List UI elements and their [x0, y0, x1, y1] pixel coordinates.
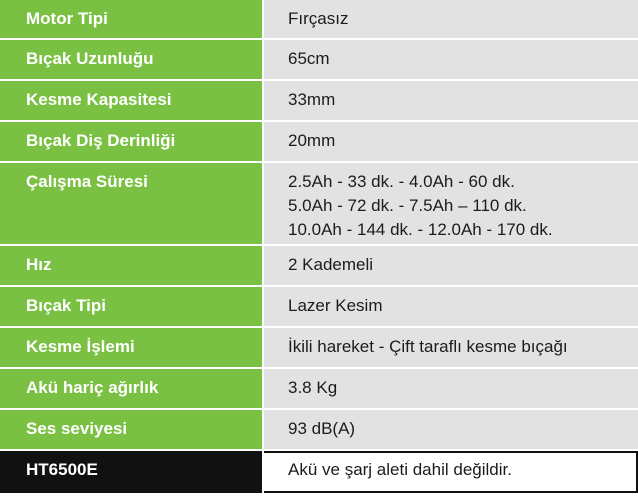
spec-label-noise-level: Ses seviyesi	[0, 410, 264, 451]
spec-label-blade-length: Bıçak Uzunluğu	[0, 40, 264, 81]
spec-label-cutting-action: Kesme İşlemi	[0, 328, 264, 369]
spec-label-tooth-depth: Bıçak Diş Derinliği	[0, 122, 264, 163]
spec-label-motor-type: Motor Tipi	[0, 0, 264, 40]
model-code: HT6500E	[0, 451, 264, 493]
spec-label-speed: Hız	[0, 246, 264, 287]
spec-label-weight: Akü hariç ağırlık	[0, 369, 264, 410]
spec-value-speed: 2 Kademeli	[264, 246, 638, 287]
spec-value-tooth-depth: 20mm	[264, 122, 638, 163]
spec-value-blade-type: Lazer Kesim	[264, 287, 638, 328]
run-time-line: 2.5Ah - 33 dk. - 4.0Ah - 60 dk.	[288, 172, 515, 191]
run-time-line: 10.0Ah - 144 dk. - 12.0Ah - 170 dk.	[288, 220, 553, 239]
spec-value-cutting-action: İkili hareket - Çift taraflı kesme bıçağı	[264, 328, 638, 369]
spec-label-cutting-capacity: Kesme Kapasitesi	[0, 81, 264, 122]
spec-value-blade-length: 65cm	[264, 40, 638, 81]
spec-label-run-time: Çalışma Süresi	[0, 163, 264, 246]
spec-value-run-time	[264, 163, 638, 246]
spec-value-noise-level: 93 dB(A)	[264, 410, 638, 451]
spec-value-weight: 3.8 Kg	[264, 369, 638, 410]
run-time-line: 5.0Ah - 72 dk. - 7.5Ah – 110 dk.	[288, 196, 527, 215]
spec-label-blade-type: Bıçak Tipi	[0, 287, 264, 328]
spec-value-cutting-capacity: 33mm	[264, 81, 638, 122]
spec-value-motor-type: Fırçasız	[264, 0, 638, 40]
footer-note: Akü ve şarj aleti dahil değildir.	[264, 451, 638, 493]
